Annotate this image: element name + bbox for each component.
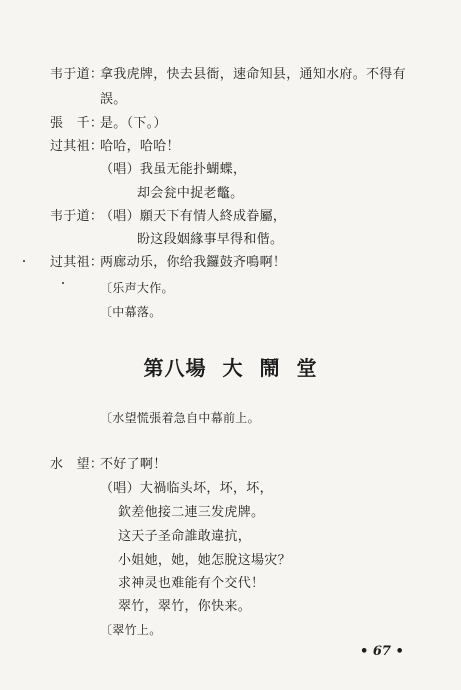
sung-line: （唱）願天下有情人終成眷屬，: [100, 209, 287, 224]
scan-speck: [62, 282, 64, 284]
stage-direction: 〔中幕落。: [100, 305, 162, 319]
dialogue-line: 不好了啊！: [100, 457, 167, 472]
sung-line: （唱）我虽无能扑蝴蝶，: [100, 162, 247, 177]
scene-title-word: 鬧: [259, 356, 281, 380]
sung-line: 却会瓮中捉老鼈。: [137, 186, 244, 201]
scene-title-word: 第八場: [143, 356, 207, 380]
sung-line: 欽差他接二連三发虎牌。: [118, 505, 265, 520]
stage-direction: 〔水望慌張着急自中幕前上。: [100, 411, 260, 425]
sung-line: 盼这段姻緣事早得和偕。: [137, 232, 284, 247]
sung-line: 求神灵也难能有个交代！: [118, 576, 265, 591]
page-number: • 67 •: [360, 644, 404, 659]
stage-direction: 〔乐声大作。: [100, 281, 174, 295]
dialogue-line: 两廊动乐，你给我鑼鼓齐鳴啊！: [100, 255, 287, 270]
scan-speck: [23, 260, 25, 262]
sung-line: 翠竹，翠竹，你快来。: [118, 599, 252, 614]
speaker-label: 張 千：: [50, 116, 104, 131]
dialogue-line: 拿我虎牌，快去县衙，速命知县，通知水府。不得有: [100, 67, 406, 82]
dialogue-line: 誤。: [100, 92, 127, 107]
sung-line: （唱）大禍临头坏，坏，坏，: [100, 481, 273, 496]
speaker-label: 韦于道：: [50, 209, 104, 224]
speaker-label: 过其祖：: [50, 255, 104, 270]
speaker-label: 韦于道：: [50, 67, 104, 82]
sung-line: 这天子圣命誰敢違抗，: [118, 529, 252, 544]
dialogue-line: 哈哈，哈哈！: [100, 139, 180, 154]
scene-title-word: 大: [222, 356, 244, 380]
sung-line: 小姐她，她，她怎脫这場灾？: [118, 553, 291, 568]
scene-title: [0, 356, 461, 380]
speaker-label: 水 望：: [50, 457, 104, 472]
speaker-label: 过其祖：: [50, 139, 104, 154]
stage-direction: 〔翠竹上。: [100, 623, 162, 637]
scene-title-word: 堂: [296, 356, 318, 380]
dialogue-line: 是。（下。）: [100, 116, 167, 131]
